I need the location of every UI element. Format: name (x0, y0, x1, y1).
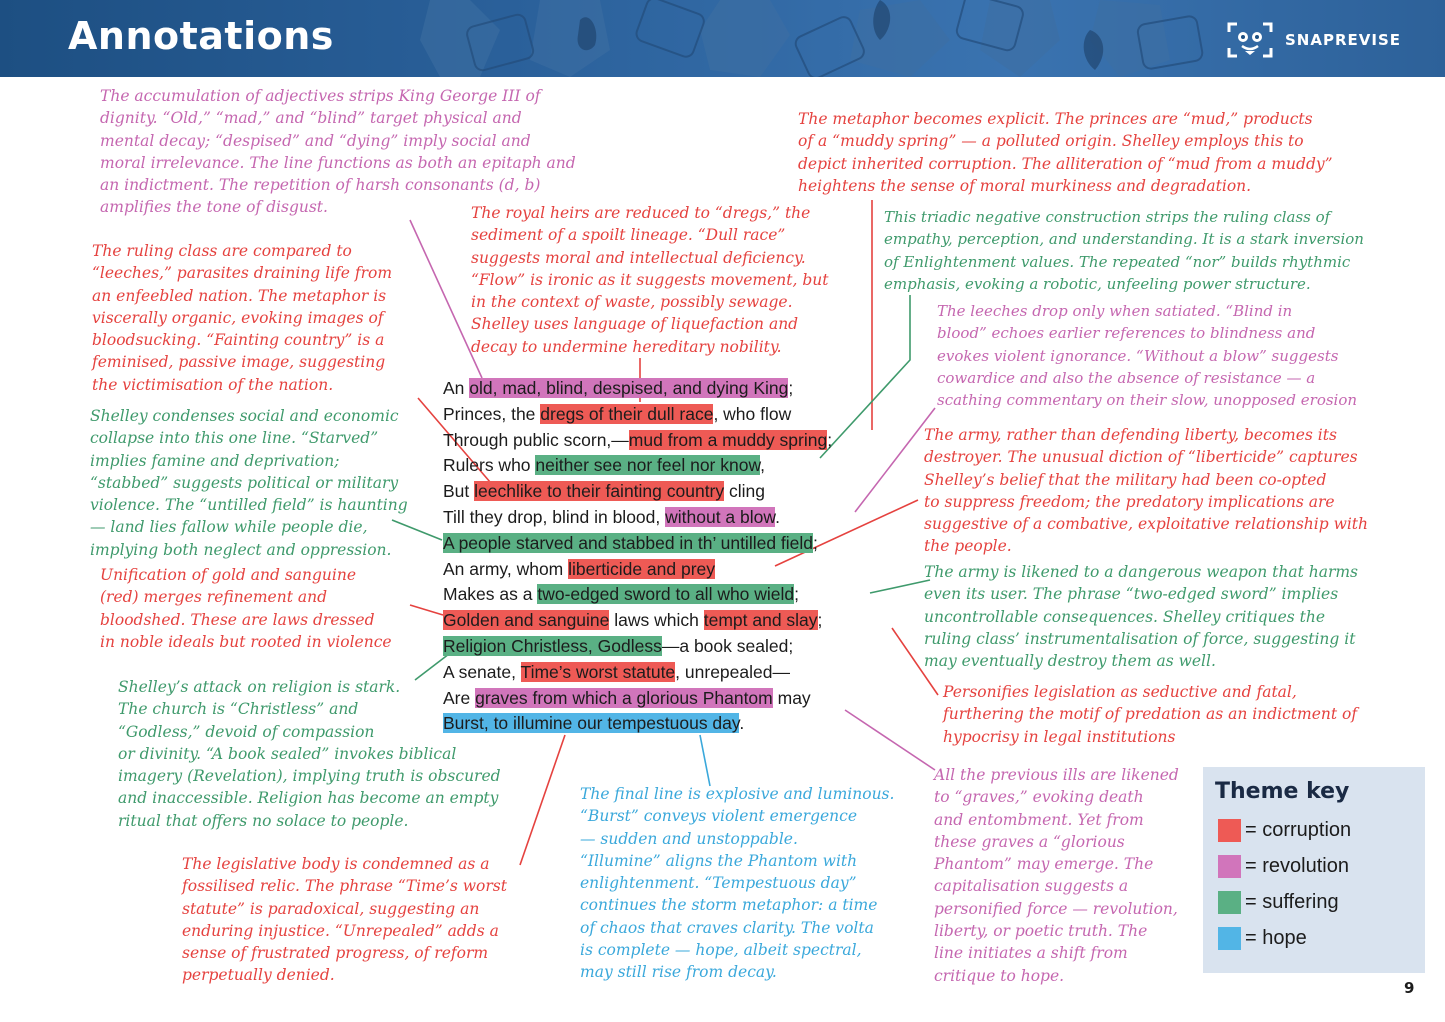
theme-key-label: = revolution (1245, 855, 1349, 877)
poem-line (443, 479, 832, 505)
annotation-religion: Shelley’s attack on religion is stark. The church is “Christless” and “Godless,” devoid of compassion or divinity. “A book sealed” invokes biblical imagery (Revelation), implying truth is obscured and inaccessible. Religion has become an empty ritual that offers no solace to people. (118, 678, 501, 830)
poem-text-segment: An army, whom (443, 558, 569, 579)
poem-text-segment: , unrepealed— (675, 661, 790, 682)
connector-burst (700, 735, 710, 786)
poem-line (443, 402, 832, 428)
poem-text-segment: Are (443, 687, 476, 708)
poem-line (443, 608, 832, 634)
poem-text-segment: ; (788, 378, 794, 398)
revolution-swatch (1218, 855, 1241, 878)
theme-key (1203, 767, 1425, 973)
corruption-swatch (1218, 819, 1241, 842)
annotation-golden: Unification of gold and sanguine (red) merges refinement and bloodshed. These are laws dressed in noble ideals but rooted in violence (100, 566, 392, 651)
theme-key-item (1218, 819, 1351, 842)
annotation-senate: The legislative body is condemned as a fossilised relic. The phrase “Time’s worst statute” is paradoxical, suggesting an enduring injustice. “Unrepealed” adds a sense of frustrated progress, of reform perpetually denied. (182, 855, 507, 985)
poem-text (443, 376, 832, 737)
poem-line (443, 557, 832, 583)
poem-line (443, 376, 832, 402)
annotation-starved: Shelley condenses social and economic collapse into this one line. “Starved” implies famine and deprivation; “stabbed” suggests political or military violence. The “untilled field” is haunting — land lies fallow while people die, implying both neglect and oppression. (90, 407, 408, 559)
poem-line (443, 453, 832, 479)
highlight-red: mud from a muddy spring (628, 429, 828, 450)
highlight-red: Golden and sanguine (443, 610, 610, 631)
annotation-mud: The metaphor becomes explicit. The princes are “mud,” products of a “muddy spring” — a polluted origin. Shelley employs this to depict inherited corruption. The alliteration of “mud from a muddy” heightens the sense of moral murkiness and degradation. (798, 110, 1333, 195)
highlight-pink: without a blow (665, 506, 776, 527)
connector-triadic (820, 295, 910, 458)
poem-text-segment: Through public scorn,— (443, 429, 629, 450)
highlight-red: Time’s worst statute (520, 661, 676, 682)
page-number: 9 (1404, 979, 1415, 997)
poem-text-segment: A senate, (443, 661, 521, 682)
poem-line (443, 686, 832, 712)
poem-text-segment: Princes, the (443, 403, 541, 424)
annotation-drop: The leeches drop only when satiated. “Blind in blood” echoes earlier references to blindness and evokes violent ignorance. “Without a blow” suggests cowardice and also the absence of resistance — a scathing commentary on their slow, unopposed erosion (937, 302, 1358, 410)
poem-text-segment: laws which (609, 610, 704, 631)
poem-text-segment: ; (794, 584, 800, 605)
poem-line (443, 660, 832, 686)
poem-line (443, 711, 832, 737)
poem-text-segment: —a book sealed; (661, 635, 794, 656)
poem-text-segment: Till they drop, blind in blood, (443, 506, 666, 527)
poem-text-segment: But (443, 481, 475, 502)
connector-sword (870, 580, 930, 593)
highlight-green: two-edged sword to all who wield (537, 584, 795, 605)
highlight-blue: Burst, to illumine our tempestuous day (443, 713, 740, 734)
page-title: Annotations (68, 14, 334, 58)
highlight-green: neither see nor feel nor know (535, 455, 761, 476)
poem-text-segment: Rulers who (443, 455, 536, 476)
theme-key-label: = suffering (1245, 891, 1339, 913)
poem-line (443, 428, 832, 454)
poem-line (443, 582, 832, 608)
poem-text-segment: ; (817, 610, 823, 631)
poem-text-segment: may (772, 687, 811, 708)
annotation-leeches: The ruling class are compared to “leeches,” parasites draining life from an enfeebled nation. The metaphor is viscerally organic, evoking images of bloodsucking. “Fainting country” is a feminised, passive image, suggesting the victimisation of the nation. (92, 242, 393, 394)
poem-text-segment: Makes as a (443, 584, 538, 605)
highlight-red: liberticide and prey (568, 558, 716, 579)
theme-key-label: = hope (1245, 927, 1307, 949)
annotation-burst: The final line is explosive and luminous. “Burst” conveys violent emergence — sudden and unstoppable. “Illumine” aligns the Phantom with enlightenment. “Tempestuous day” continues the storm metaphor: a time of chaos that craves clarity. The volta is complete — hope, albeit spectral, may still rise from decay. (580, 785, 895, 982)
poem-text-segment: cling (724, 481, 765, 502)
connector-graves (845, 710, 935, 770)
theme-key-label: = corruption (1245, 819, 1352, 841)
suffering-swatch (1218, 891, 1241, 914)
highlight-red: leechlike to their fainting country (474, 481, 725, 502)
theme-key-item (1218, 855, 1349, 878)
theme-key-title: Theme key (1215, 779, 1350, 804)
annotation-sword: The army is likened to a dangerous weapon that harms even its user. The phrase “two-edged sword” implies uncontrollable consequences. Shelley critiques the ruling class’ instrumentalisation of force, suggesting it may eventually destroy them as well. (924, 563, 1359, 671)
highlight-green: A people starved and stabbed in th’ untilled field (443, 532, 814, 553)
connector-golden (410, 605, 443, 615)
connector-drop (855, 408, 935, 512)
theme-key-item (1218, 927, 1307, 950)
highlight-pink: graves from which a glorious Phantom (475, 687, 773, 708)
poem-text-segment: ; (813, 532, 818, 553)
annotation-dregs: The royal heirs are reduced to “dregs,” the sediment of a spoilt lineage. “Dull race” suggests moral and intellectual deficiency. “Flow” is ironic as it suggests movement, but in the context of waste, possibly sewage. Shelley uses language of liquefaction and decay to undermine hereditary nobility. (471, 204, 829, 356)
hope-swatch (1218, 927, 1241, 950)
poem-text-segment: , who flow (713, 403, 792, 424)
highlight-pink: old, mad, blind, despised, and dying King (469, 378, 789, 398)
highlight-red: dregs of their dull race (540, 403, 714, 424)
poem-line (443, 531, 832, 557)
annotation-triadic: This triadic negative construction strips the ruling class of empathy, perception, and understanding. It is a stark inversion of Enlightenment values. The repeated “nor” builds rhythmic emphasis, evoking a robotic, unfeeling power structure. (884, 208, 1364, 293)
poem-line (443, 634, 832, 660)
theme-key-item (1218, 891, 1339, 914)
poem-text-segment: , (760, 455, 766, 476)
poem-text-segment: . (775, 506, 780, 527)
annotation-army: The army, rather than defending liberty, becomes its destroyer. The unusual diction of “liberticide” captures Shelley’s belief that the military had been co-opted to suppress freedom; the predatory implications are suggestive of a combative, exploitative relationship with the people. (924, 426, 1369, 556)
connector-senate (520, 735, 565, 865)
poem-text-segment: ; (827, 429, 833, 450)
annotation-tempt: Personifies legislation as seductive and fatal, furthering the motif of predation as an indictment of hypocrisy in legal institutions (943, 683, 1358, 746)
poem-line (443, 505, 832, 531)
poem-text-segment: . (739, 713, 745, 734)
highlight-red: tempt and slay (703, 610, 818, 631)
poem-text-segment: An (443, 378, 470, 398)
annotation-graves: All the previous ills are likened to “graves,” evoking death and entombment. Yet from these graves a “glorious Phantom” may emerge. The capitalisation suggests a personified force — revolution, liberty, or poetic truth. The line initiates a shift from critique to hope. (934, 766, 1179, 985)
brand-name: SNAPREVISE (1285, 31, 1401, 49)
annotation-king: The accumulation of adjectives strips King George III of dignity. “Old,” “mad,” and “blind” target physical and mental decay; “despised” and “dying” imply social and moral irrelevance. The line functions as both an epitaph and an indictment. The repetition of harsh consonants (d, b) amplifies the tone of disgust. (100, 87, 576, 217)
highlight-green: Religion Christless, Godless (443, 635, 662, 656)
